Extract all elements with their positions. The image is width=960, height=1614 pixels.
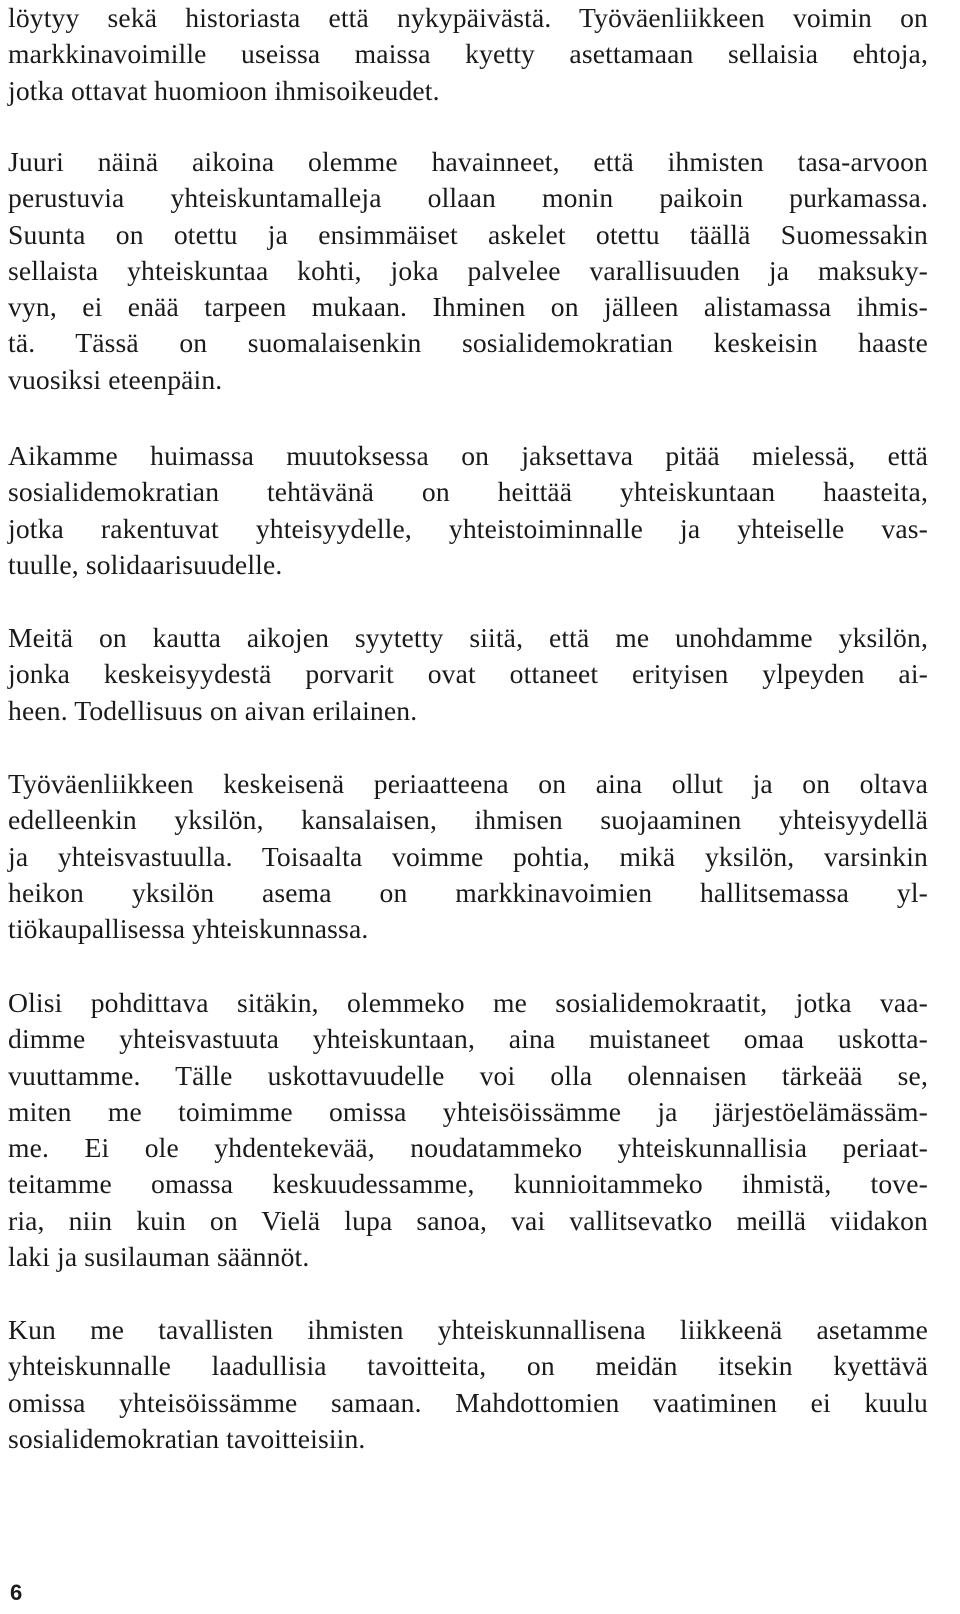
text-line: Kun me tavallisten ihmisten yhteiskunnallisena liikkeenä asetamme (8, 1314, 928, 1345)
text-line: Meitä on kautta aikojen syytetty siitä, että me unohdamme yksilön, (8, 622, 928, 653)
text-line: Suunta on otettu ja ensimmäiset askelet otettu täällä Suomessakin (8, 218, 928, 250)
text-line: dimme yhteisvastuuta yhteiskuntaan, aina muistaneet omaa uskotta- (8, 1023, 928, 1055)
text-line: tiökaupallisessa yhteiskunnassa. (8, 913, 369, 945)
text-line: sosialidemokratian tehtävänä on heittää yhteiskuntaan haasteita, (8, 476, 928, 508)
text-line: miten me toimimme omissa yhteisöissämme ja järjestöelämässäm- (8, 1095, 928, 1127)
text-line: markkinavoimille useissa maissa kyetty asettamaan sellaisia ehtoja, (8, 38, 928, 70)
text-line: Aikamme huimassa muutoksessa on jaksettava pitää mielessä, että (8, 440, 928, 471)
page-number: 6 (10, 1580, 23, 1605)
text-line: sosialidemokratian tavoitteisiin. (8, 1422, 366, 1454)
text-line: teitamme omassa keskuudessamme, kunnioitammeko ihmistä, tove- (8, 1168, 928, 1200)
text-line: Juuri näinä aikoina olemme havainneet, että ihmisten tasa-arvoon (8, 146, 928, 177)
text-line: heen. Todellisuus on aivan erilainen. (8, 694, 418, 726)
text-line: ja yhteisvastuulla. Toisaalta voimme pohtia, mikä yksilön, varsinkin (8, 840, 928, 872)
text-line: tuulle, solidaarisuudelle. (8, 548, 283, 580)
paragraph (8, 985, 928, 1275)
text-line: yhteiskunnalle laadullisia tavoitteita, on meidän itsekin kyettävä (8, 1350, 928, 1382)
text-line: perustuvia yhteiskuntamalleja ollaan monin paikoin purkamassa. (8, 182, 928, 214)
text-line: vuosiksi eteenpäin. (8, 363, 223, 395)
text-line: tä. Tässä on suomalaisenkin sosialidemokratian keskeisin haaste (8, 327, 928, 359)
paragraph (8, 766, 928, 947)
text-line: me. Ei ole yhdentekevää, noudatammeko yhteiskunnallisia periaat- (8, 1132, 928, 1164)
paragraph (8, 620, 928, 729)
text-line: löytyy sekä historiasta että nykypäivästä. Työväenliikkeen voimin on (8, 2, 928, 33)
text-line: Olisi pohdittava sitäkin, olemmeko me sosialidemokraatit, jotka vaa- (8, 987, 928, 1018)
paragraph (8, 144, 928, 398)
paragraph (8, 0, 928, 109)
paragraph (8, 1312, 928, 1457)
text-line: omissa yhteisöissämme samaan. Mahdottomien vaatiminen ei kuulu (8, 1386, 928, 1418)
text-line: sellaista yhteiskuntaa kohti, joka palvelee varallisuuden ja maksuky- (8, 254, 928, 286)
text-line: laki ja susilauman säännöt. (8, 1241, 310, 1273)
text-line: jotka rakentuvat yhteisyydelle, yhteistoiminnalle ja yhteiselle vas- (8, 512, 928, 544)
text-line: vyn, ei enää tarpeen mukaan. Ihminen on jälleen alistamassa ihmis- (8, 291, 928, 323)
paragraph (8, 438, 928, 583)
text-line: edelleenkin yksilön, kansalaisen, ihmisen suojaaminen yhteisyydellä (8, 804, 928, 836)
text-line: jonka keskeisyydestä porvarit ovat ottaneet erityisen ylpeyden ai- (8, 658, 928, 690)
text-line: Työväenliikkeen keskeisenä periaatteena on aina ollut ja on oltava (8, 768, 928, 799)
text-line: heikon yksilön asema on markkinavoimien hallitsemassa yl- (8, 876, 928, 908)
text-line: jotka ottavat huomioon ihmisoikeudet. (8, 74, 440, 106)
text-line: ria, niin kuin on Vielä lupa sanoa, vai vallitsevatko meillä viidakon (8, 1204, 928, 1236)
text-line: vuuttamme. Tälle uskottavuudelle voi olla olennaisen tärkeää se, (8, 1059, 928, 1091)
